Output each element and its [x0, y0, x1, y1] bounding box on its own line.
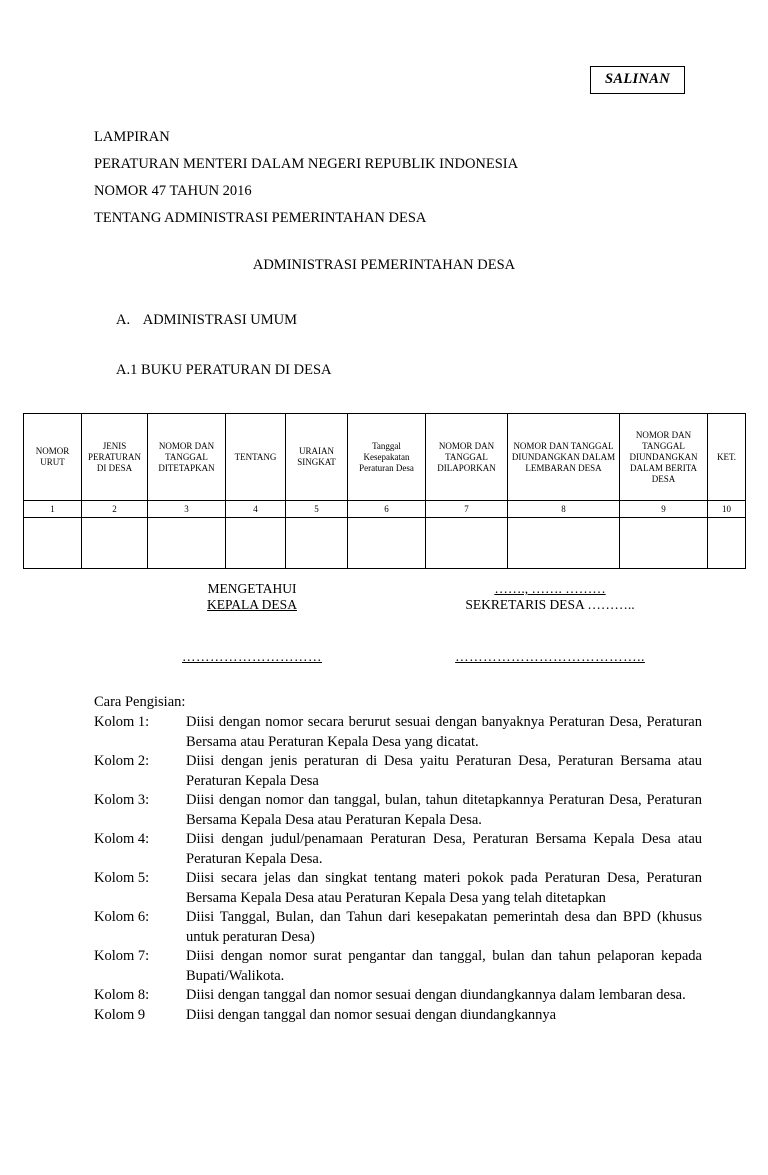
buku-peraturan-table	[23, 413, 746, 569]
cell-tanggal-kesepakatan[interactable]	[348, 518, 426, 569]
instruction-key: Kolom 2:	[94, 753, 150, 769]
col-number-1: 1	[24, 501, 82, 518]
instruction-value: Diisi secara jelas dan singkat tentang materi pokok pada Peraturan Desa, Peraturan Bersama Kepala Desa atau Peraturan Kepala Desa yang telah ditetapkan	[186, 870, 702, 906]
cell-jenis-peraturan[interactable]	[82, 518, 148, 569]
col-number-10: 10	[708, 501, 746, 518]
col-number-5: 5	[286, 501, 348, 518]
col-number-8: 8	[508, 501, 620, 518]
header-line-tentang: TENTANG ADMINISTRASI PEMERINTAHAN DESA	[94, 210, 427, 226]
instruction-key: Kolom 1:	[94, 714, 150, 730]
table-row[interactable]	[24, 518, 746, 569]
instruction-value: Diisi dengan tanggal dan nomor sesuai dengan diundangkannya	[186, 1006, 557, 1023]
section-label: A.	[116, 312, 131, 328]
salinan-stamp	[590, 66, 685, 94]
instruction-key: Kolom 6:	[94, 909, 150, 925]
list-item	[94, 908, 702, 947]
instruction-key: Kolom 4:	[94, 831, 150, 847]
signature-name-line-left	[152, 649, 352, 665]
signature-mengetahui-label: MENGETAHUI	[207, 581, 297, 596]
instruction-key: Kolom 7:	[94, 948, 150, 964]
signature-block-kepala-desa	[152, 581, 352, 613]
col-header-nomor-tanggal-ditetapkan: NOMOR DAN TANGGAL DITETAPKAN	[148, 414, 226, 501]
signature-kepala-desa-label: KEPALA DESA	[207, 597, 297, 612]
cell-ket[interactable]	[708, 518, 746, 569]
table-header-row	[24, 414, 746, 501]
instruction-value: Diisi dengan nomor secara berurut sesuai dengan banyaknya Peraturan Desa, Peraturan Bersama atau Peraturan Kepala Desa yang dicatat.	[186, 714, 702, 750]
table-number-row	[24, 501, 746, 518]
col-number-7: 7	[426, 501, 508, 518]
signature-sekretaris-desa-label: SEKRETARIS DESA ………..	[465, 597, 635, 612]
signature-block-sekretaris-desa	[420, 581, 680, 613]
col-header-uraian-singkat: URAIAN SINGKAT	[286, 414, 348, 501]
instructions-title: Cara Pengisian:	[94, 694, 186, 710]
instruction-key: Kolom 5:	[94, 870, 150, 886]
instruction-key: Kolom 9	[94, 1006, 146, 1023]
instruction-value: Diisi dengan nomor dan tanggal, bulan, tahun ditetapkannya Peraturan Desa, Peraturan Bersama Kepala Desa atau Peraturan Kepala Desa.	[186, 792, 702, 828]
col-number-9: 9	[620, 501, 708, 518]
section-title: ADMINISTRASI UMUM	[142, 312, 298, 328]
header-line-peraturan: PERATURAN MENTERI DALAM NEGERI REPUBLIK INDONESIA	[94, 156, 519, 172]
col-number-4: 4	[226, 501, 286, 518]
cell-nomor-tanggal-dilaporkan[interactable]	[426, 518, 508, 569]
document-title: ADMINISTRASI PEMERINTAHAN DESA	[252, 257, 516, 273]
col-header-ket: KET.	[708, 414, 746, 501]
instruction-value: Diisi Tanggal, Bulan, dan Tahun dari kesepakatan pemerintah desa dan BPD (khusus untuk peraturan Desa)	[186, 909, 702, 945]
list-item	[94, 869, 702, 908]
col-number-2: 2	[82, 501, 148, 518]
col-header-tanggal-kesepakatan: Tanggal Kesepakatan Peraturan Desa	[348, 414, 426, 501]
signature-place-date: ……., ……. ………	[494, 581, 606, 596]
instructions-list	[94, 713, 702, 1025]
col-header-jenis-peraturan: JENIS PERATURAN DI DESA	[82, 414, 148, 501]
col-header-tentang: TENTANG	[226, 414, 286, 501]
list-item	[94, 791, 702, 830]
list-item	[94, 986, 702, 1006]
subsection-heading: A.1 BUKU PERATURAN DI DESA	[116, 362, 332, 378]
lampiran-header	[94, 124, 518, 232]
cell-lembaran-desa[interactable]	[508, 518, 620, 569]
header-line-lampiran: LAMPIRAN	[94, 129, 170, 145]
col-header-berita-desa: NOMOR DAN TANGGAL DIUNDANGKAN DALAM BERITA DESA	[620, 414, 708, 501]
cell-uraian-singkat[interactable]	[286, 518, 348, 569]
col-header-nomor-urut: NOMOR URUT	[24, 414, 82, 501]
instruction-value: Diisi dengan judul/penamaan Peraturan Desa, Peraturan Bersama Kepala Desa atau Peraturan Kepala Desa.	[186, 831, 702, 867]
col-number-6: 6	[348, 501, 426, 518]
header-line-nomor: NOMOR 47 TAHUN 2016	[94, 183, 252, 199]
salinan-label: SALINAN	[605, 71, 670, 87]
col-number-3: 3	[148, 501, 226, 518]
signature-name-dots-right: …………………………………..	[455, 649, 645, 664]
instruction-value: Diisi dengan jenis peraturan di Desa yaitu Peraturan Desa, Peraturan Bersama atau Peraturan Kepala Desa	[186, 753, 702, 789]
instruction-value: Diisi dengan nomor surat pengantar dan tanggal, bulan dan tahun pelaporan kepada Bupati/Walikota.	[186, 948, 702, 984]
list-item	[94, 713, 702, 752]
col-header-nomor-tanggal-dilaporkan: NOMOR DAN TANGGAL DILAPORKAN	[426, 414, 508, 501]
instruction-value: Diisi dengan tanggal dan nomor sesuai dengan diundangkannya dalam lembaran desa.	[186, 987, 686, 1003]
list-item	[94, 830, 702, 869]
col-header-lembaran-desa: NOMOR DAN TANGGAL DIUNDANGKAN DALAM LEMBARAN DESA	[508, 414, 620, 501]
cell-nomor-urut[interactable]	[24, 518, 82, 569]
signature-name-dots-left: …………………………	[182, 649, 322, 664]
signature-name-line-right	[420, 649, 680, 665]
instruction-key: Kolom 8:	[94, 987, 150, 1003]
cell-berita-desa[interactable]	[620, 518, 708, 569]
section-heading	[116, 312, 297, 329]
list-item	[94, 947, 702, 986]
list-item	[94, 752, 702, 791]
instruction-key: Kolom 3:	[94, 792, 150, 808]
cell-tentang[interactable]	[226, 518, 286, 569]
list-item	[94, 1006, 702, 1026]
cell-nomor-tanggal-ditetapkan[interactable]	[148, 518, 226, 569]
